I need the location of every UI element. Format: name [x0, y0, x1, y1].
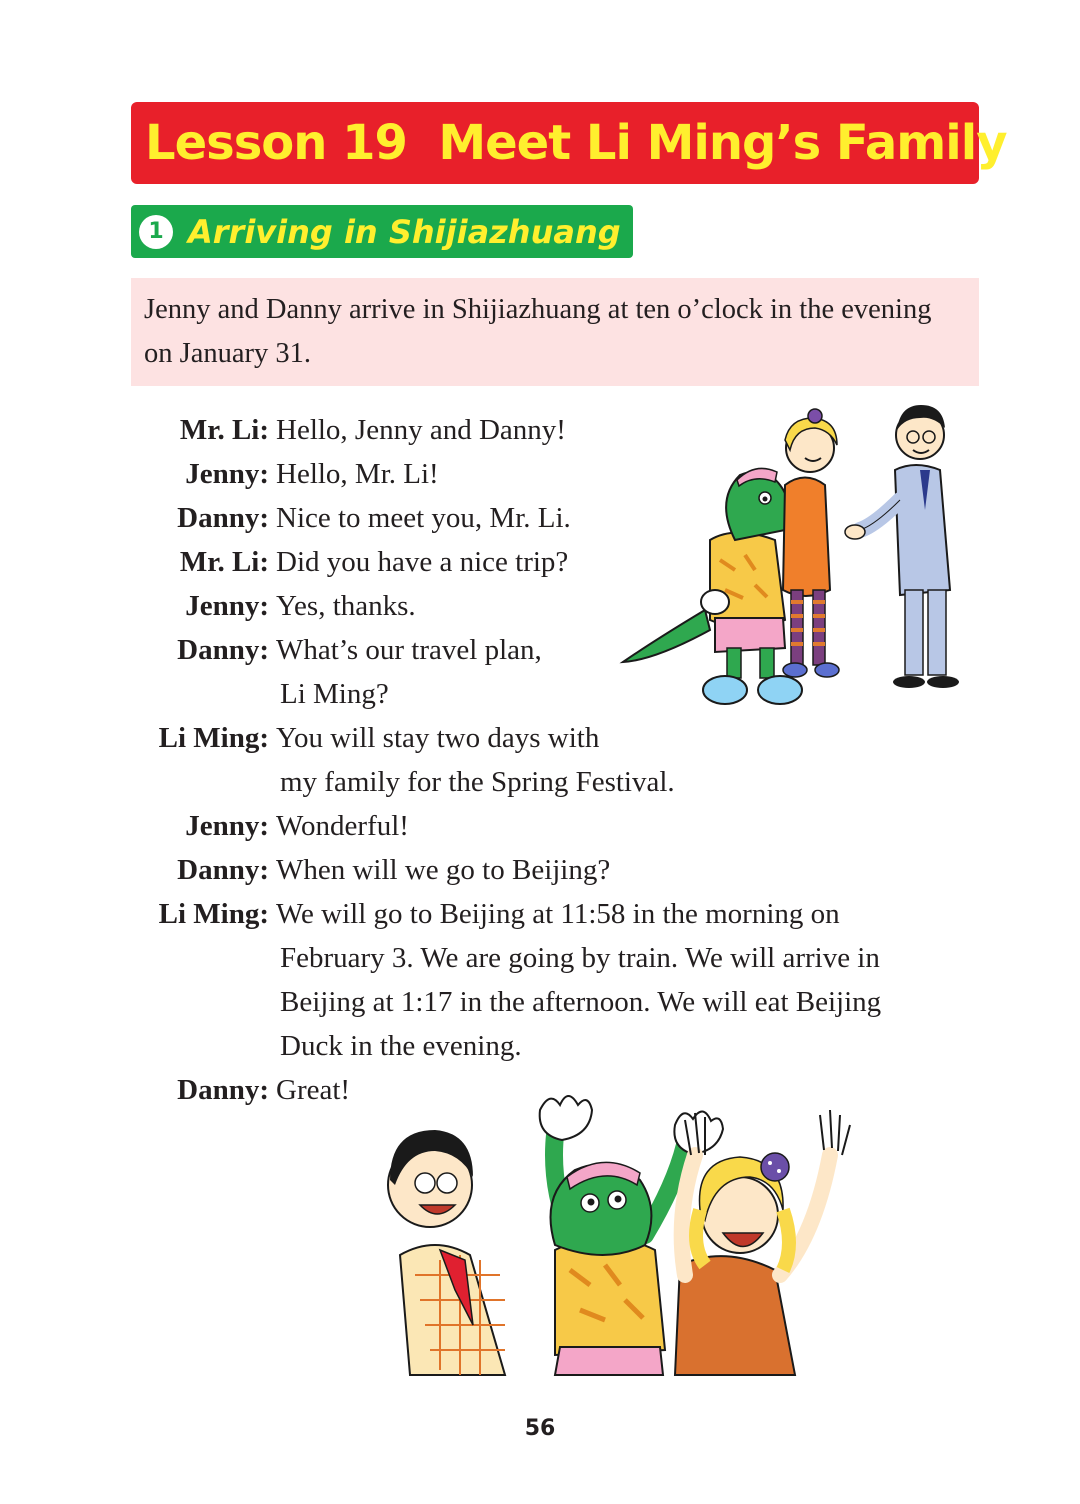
intro-text: Jenny and Danny arrive in Shijiazhuang at ten o’clock in the evening on January 31. — [144, 294, 932, 369]
speaker-label: Li Ming: — [158, 722, 269, 754]
speech-text: Great! — [276, 1074, 351, 1106]
section-number-badge: 1 — [139, 215, 173, 249]
speech-text: Nice to meet you, Mr. Li. — [276, 502, 571, 534]
speech-continuation: February 3. We are going by train. We will arrive in — [280, 942, 880, 974]
speaker-label: Li Ming: — [158, 898, 269, 930]
lesson-title: Lesson 19 Meet Li Ming’s Family — [145, 115, 1007, 171]
speaker-label: Danny: — [177, 502, 269, 534]
greeting-illustration — [615, 390, 975, 720]
dialogue-line — [0, 804, 1080, 848]
speech-text: We will go to Beijing at 11:58 in the morning on — [276, 898, 840, 930]
speaker-label: Danny: — [177, 854, 269, 886]
speech-text: When will we go to Beijing? — [276, 854, 611, 886]
dialogue-line — [0, 892, 1080, 936]
speech-text: Yes, thanks. — [276, 590, 416, 622]
page-number: 56 — [524, 1416, 556, 1441]
speaker-label: Danny: — [177, 1074, 269, 1106]
speech-continuation: Li Ming? — [280, 678, 389, 710]
dialogue-line — [0, 848, 1080, 892]
speaker-label: Jenny: — [185, 590, 269, 622]
speaker-label: Danny: — [177, 634, 269, 666]
speech-continuation: my family for the Spring Festival. — [280, 766, 675, 798]
speech-text: Hello, Mr. Li! — [276, 458, 439, 490]
speech-continuation: Duck in the evening. — [280, 1030, 522, 1062]
speech-text: What’s our travel plan, — [276, 634, 542, 666]
speech-text: Did you have a nice trip? — [276, 546, 569, 578]
speaker-label: Jenny: — [185, 458, 269, 490]
speech-text: Wonderful! — [276, 810, 409, 842]
celebration-illustration — [355, 1085, 855, 1380]
speech-text: Hello, Jenny and Danny! — [276, 414, 566, 446]
speaker-label: Mr. Li: — [179, 414, 269, 446]
speaker-label: Jenny: — [185, 810, 269, 842]
speech-continuation: Beijing at 1:17 in the afternoon. We will eat Beijing — [280, 986, 882, 1018]
speech-text: You will stay two days with — [276, 722, 600, 754]
dialogue-line — [0, 716, 1080, 760]
speaker-label: Mr. Li: — [179, 546, 269, 578]
section-title: Arriving in Shijiazhuang — [188, 213, 621, 251]
